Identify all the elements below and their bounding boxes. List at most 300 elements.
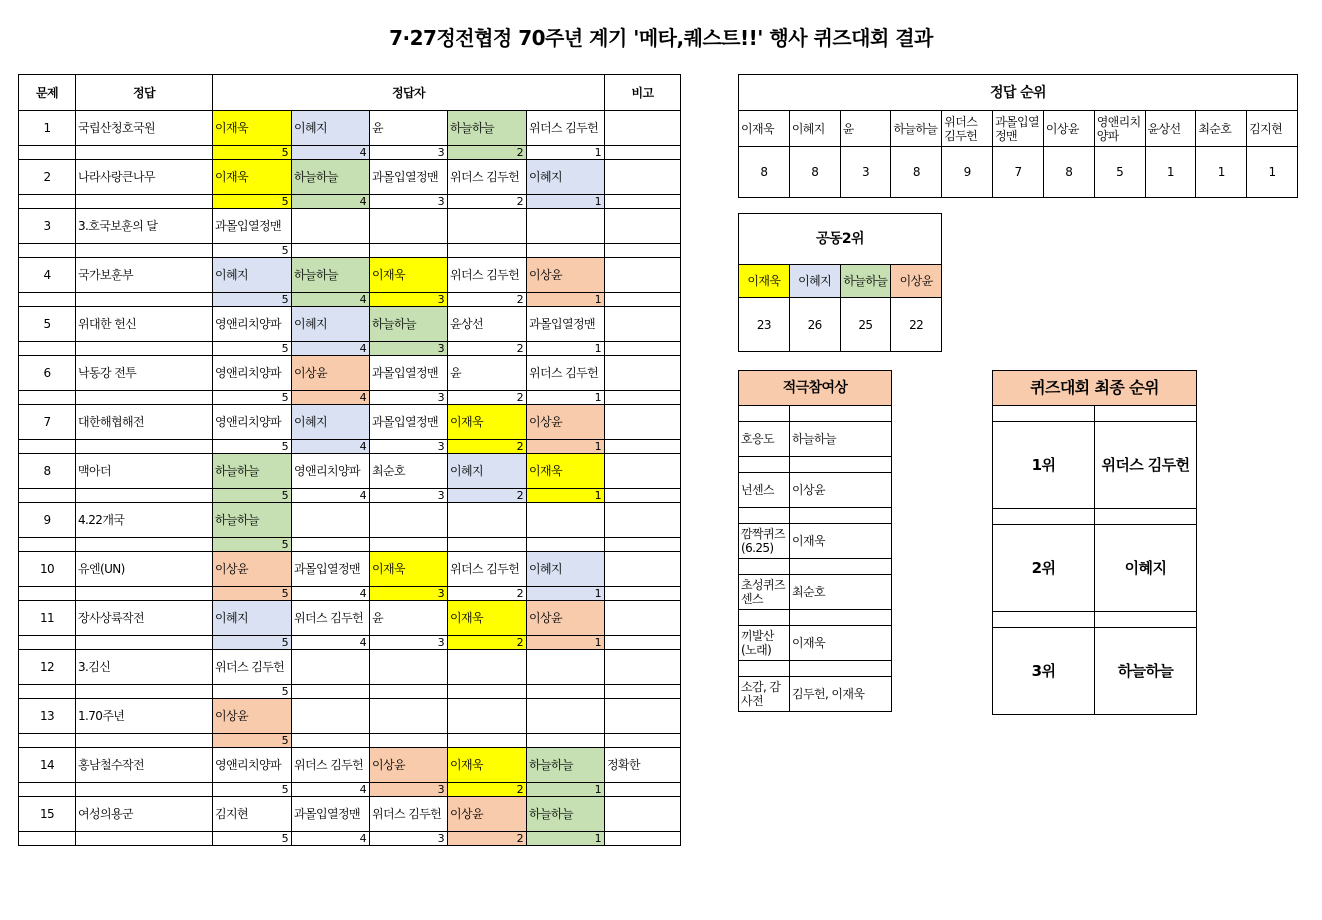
answer-cell: 여성의용군 <box>76 797 213 832</box>
award-row <box>739 473 892 508</box>
score-spacer <box>76 146 213 160</box>
solver-name: 이상윤 <box>527 405 605 440</box>
note-cell <box>605 601 681 636</box>
award-row <box>739 422 892 457</box>
header-solvers: 정답자 <box>213 75 605 111</box>
joint-value: 26 <box>789 298 840 352</box>
solver-name <box>527 209 605 244</box>
ranking-value: 8 <box>891 147 942 198</box>
header-note: 비고 <box>605 75 681 111</box>
answer-cell: 낙동강 전투 <box>76 356 213 391</box>
spacer-cell <box>993 406 1095 422</box>
score-spacer <box>76 342 213 356</box>
solver-score: 5 <box>213 832 292 846</box>
solver-name: 하늘하늘 <box>292 258 370 293</box>
joint-name: 하늘하늘 <box>840 265 891 298</box>
solver-score: 1 <box>527 832 605 846</box>
solver-name: 과몰입열정맨 <box>370 405 448 440</box>
score-spacer <box>76 636 213 650</box>
score-row <box>19 195 681 209</box>
score-spacer <box>19 244 76 258</box>
joint-second-table <box>738 213 942 352</box>
score-spacer <box>19 783 76 797</box>
spacer-cell <box>790 610 892 626</box>
solver-name: 이혜지 <box>527 160 605 195</box>
ranking-value: 1 <box>1247 147 1298 198</box>
score-row <box>19 783 681 797</box>
question-row <box>19 405 681 440</box>
score-spacer <box>605 342 681 356</box>
solver-score: 1 <box>527 293 605 307</box>
note-cell <box>605 111 681 146</box>
final-place: 1위 <box>993 422 1095 509</box>
award-row <box>739 677 892 712</box>
final-winner: 이혜지 <box>1095 525 1197 612</box>
answer-cell: 나라사랑큰나무 <box>76 160 213 195</box>
solver-score: 3 <box>370 832 448 846</box>
solver-name: 위더스 김두헌 <box>527 356 605 391</box>
ranking-name: 이상윤 <box>1043 111 1094 147</box>
solver-score: 5 <box>213 783 292 797</box>
solver-score: 3 <box>370 195 448 209</box>
solver-name <box>448 650 527 685</box>
solver-score: 3 <box>370 783 448 797</box>
solver-name <box>292 503 370 538</box>
score-spacer <box>605 244 681 258</box>
solver-score: 1 <box>527 195 605 209</box>
solver-score <box>448 244 527 258</box>
score-row <box>19 391 681 405</box>
award-category: 깜짝퀴즈(6.25) <box>739 524 790 559</box>
spacer-cell <box>790 508 892 524</box>
spacer-cell <box>1095 612 1197 628</box>
score-spacer <box>76 440 213 454</box>
ranking-value: 8 <box>789 147 840 198</box>
solver-score: 1 <box>527 783 605 797</box>
solver-name <box>527 650 605 685</box>
score-spacer <box>19 636 76 650</box>
solver-name: 하늘하늘 <box>213 454 292 489</box>
solver-score <box>527 734 605 748</box>
solver-score: 2 <box>448 489 527 503</box>
solver-name: 하늘하늘 <box>527 748 605 783</box>
score-spacer <box>605 587 681 601</box>
header-answer: 정답 <box>76 75 213 111</box>
question-number: 11 <box>19 601 76 636</box>
answer-cell: 장사상륙작전 <box>76 601 213 636</box>
ranking-name: 윤 <box>840 111 891 147</box>
solver-name: 이상윤 <box>213 552 292 587</box>
score-spacer <box>605 440 681 454</box>
solver-score: 2 <box>448 195 527 209</box>
score-spacer <box>605 734 681 748</box>
score-spacer <box>76 538 213 552</box>
solver-name: 이재욱 <box>370 552 448 587</box>
score-row <box>19 489 681 503</box>
solver-name <box>448 503 527 538</box>
score-spacer <box>19 195 76 209</box>
solver-score: 4 <box>292 342 370 356</box>
ranking-name: 김지현 <box>1247 111 1298 147</box>
award-winner: 김두헌, 이재욱 <box>790 677 892 712</box>
award-winner: 하늘하늘 <box>790 422 892 457</box>
question-number: 14 <box>19 748 76 783</box>
solver-score: 1 <box>527 489 605 503</box>
solver-score: 5 <box>213 636 292 650</box>
solver-score: 1 <box>527 342 605 356</box>
ranking-name: 이재욱 <box>739 111 790 147</box>
solver-name: 위더스 김두헌 <box>448 552 527 587</box>
active-participation-title: 적극참여상 <box>739 371 892 406</box>
note-cell <box>605 356 681 391</box>
solver-name: 윤 <box>448 356 527 391</box>
solver-score: 3 <box>370 440 448 454</box>
question-row <box>19 699 681 734</box>
solver-score: 5 <box>213 195 292 209</box>
question-row <box>19 454 681 489</box>
answer-cell: 홍남철수작전 <box>76 748 213 783</box>
solver-score <box>527 244 605 258</box>
ranking-name: 하늘하늘 <box>891 111 942 147</box>
answer-ranking-table <box>738 74 1298 198</box>
solver-name: 과몰입열정맨 <box>292 797 370 832</box>
solver-score: 1 <box>527 636 605 650</box>
score-spacer <box>605 636 681 650</box>
solver-name: 이상윤 <box>527 601 605 636</box>
question-row <box>19 650 681 685</box>
solver-score: 3 <box>370 146 448 160</box>
solver-score: 5 <box>213 587 292 601</box>
question-row <box>19 111 681 146</box>
ranking-name: 최순호 <box>1196 111 1247 147</box>
solver-score: 2 <box>448 342 527 356</box>
solver-score: 5 <box>213 342 292 356</box>
solver-score: 4 <box>292 440 370 454</box>
solver-score <box>527 538 605 552</box>
note-cell <box>605 405 681 440</box>
solver-name: 영앤리치양파 <box>213 356 292 391</box>
note-cell <box>605 552 681 587</box>
solver-score <box>448 734 527 748</box>
solver-score: 3 <box>370 587 448 601</box>
ranking-value: 9 <box>942 147 993 198</box>
ranking-value: 7 <box>993 147 1044 198</box>
final-winner: 위더스 김두헌 <box>1095 422 1197 509</box>
award-category: 소감, 감사전 <box>739 677 790 712</box>
score-spacer <box>76 489 213 503</box>
award-category: 호응도 <box>739 422 790 457</box>
question-number: 13 <box>19 699 76 734</box>
final-place: 2위 <box>993 525 1095 612</box>
score-spacer <box>76 832 213 846</box>
solver-name: 과몰입열정맨 <box>370 356 448 391</box>
note-cell <box>605 454 681 489</box>
solver-name: 윤 <box>370 111 448 146</box>
score-spacer <box>76 195 213 209</box>
spacer-cell <box>739 559 790 575</box>
spacer-cell <box>790 457 892 473</box>
note-cell: 정확한 <box>605 748 681 783</box>
answer-cell: 유엔(UN) <box>76 552 213 587</box>
question-row <box>19 307 681 342</box>
solver-score: 4 <box>292 489 370 503</box>
solver-name: 하늘하늘 <box>213 503 292 538</box>
note-cell <box>605 699 681 734</box>
spacer-cell <box>739 508 790 524</box>
answer-cell: 맥아더 <box>76 454 213 489</box>
solver-score: 5 <box>213 244 292 258</box>
solver-score <box>527 685 605 699</box>
score-row <box>19 146 681 160</box>
solver-score: 1 <box>527 146 605 160</box>
note-cell <box>605 650 681 685</box>
joint-second-title: 공동2위 <box>739 214 942 265</box>
solver-name: 위더스 김두헌 <box>448 258 527 293</box>
score-row <box>19 342 681 356</box>
solver-name: 위더스 김두헌 <box>292 601 370 636</box>
question-row <box>19 797 681 832</box>
question-number: 6 <box>19 356 76 391</box>
solver-score: 3 <box>370 636 448 650</box>
solver-name <box>292 699 370 734</box>
final-winner: 하늘하늘 <box>1095 628 1197 715</box>
solver-score: 5 <box>213 685 292 699</box>
question-row <box>19 209 681 244</box>
question-number: 2 <box>19 160 76 195</box>
solver-score: 5 <box>213 293 292 307</box>
solver-score <box>292 685 370 699</box>
score-spacer <box>605 538 681 552</box>
score-spacer <box>19 538 76 552</box>
solver-score: 2 <box>448 293 527 307</box>
solver-score: 4 <box>292 587 370 601</box>
award-winner: 이재욱 <box>790 524 892 559</box>
solver-name: 위더스 김두헌 <box>527 111 605 146</box>
solver-score <box>448 538 527 552</box>
joint-name: 이혜지 <box>789 265 840 298</box>
question-row <box>19 552 681 587</box>
solver-score: 1 <box>527 587 605 601</box>
solver-name: 하늘하늘 <box>448 111 527 146</box>
spacer-cell <box>790 661 892 677</box>
spacer-cell <box>1095 406 1197 422</box>
score-spacer <box>19 734 76 748</box>
note-cell <box>605 160 681 195</box>
award-category: 끼발산(노래) <box>739 626 790 661</box>
final-place: 3위 <box>993 628 1095 715</box>
solver-name: 위더스 김두헌 <box>370 797 448 832</box>
score-spacer <box>19 685 76 699</box>
solver-name: 이재욱 <box>448 405 527 440</box>
score-spacer <box>605 146 681 160</box>
solver-name <box>527 699 605 734</box>
score-spacer <box>605 391 681 405</box>
score-spacer <box>19 146 76 160</box>
solver-name: 영앤리치양파 <box>292 454 370 489</box>
score-spacer <box>76 685 213 699</box>
score-spacer <box>19 391 76 405</box>
ranking-name: 과몰입열정맨 <box>993 111 1044 147</box>
question-row <box>19 601 681 636</box>
answer-cell: 국립산청호국원 <box>76 111 213 146</box>
score-row <box>19 832 681 846</box>
score-spacer <box>19 440 76 454</box>
answer-cell: 위대한 헌신 <box>76 307 213 342</box>
question-number: 12 <box>19 650 76 685</box>
answer-cell: 1.70주년 <box>76 699 213 734</box>
final-ranking-title: 퀴즈대회 최종 순위 <box>993 371 1197 406</box>
ranking-name: 위더스 김두헌 <box>942 111 993 147</box>
spacer-cell <box>790 406 892 422</box>
solver-score: 2 <box>448 440 527 454</box>
ranking-value: 5 <box>1094 147 1145 198</box>
solver-name <box>527 503 605 538</box>
note-cell <box>605 258 681 293</box>
solver-name: 이혜지 <box>448 454 527 489</box>
spacer-cell <box>739 610 790 626</box>
score-row <box>19 685 681 699</box>
answer-cell: 3.김신 <box>76 650 213 685</box>
score-spacer <box>19 587 76 601</box>
solver-name: 이혜지 <box>527 552 605 587</box>
score-spacer <box>605 293 681 307</box>
quiz-results-table <box>18 74 681 846</box>
joint-name: 이재욱 <box>739 265 790 298</box>
solver-name: 이혜지 <box>292 405 370 440</box>
award-row <box>739 575 892 610</box>
spacer-cell <box>1095 509 1197 525</box>
ranking-name: 영앤리치양파 <box>1094 111 1145 147</box>
note-cell <box>605 307 681 342</box>
solver-name: 하늘하늘 <box>370 307 448 342</box>
solver-name: 최순호 <box>370 454 448 489</box>
answer-cell: 국가보훈부 <box>76 258 213 293</box>
question-number: 10 <box>19 552 76 587</box>
solver-score: 4 <box>292 293 370 307</box>
question-number: 4 <box>19 258 76 293</box>
solver-score: 5 <box>213 538 292 552</box>
score-spacer <box>76 391 213 405</box>
solver-name: 이상윤 <box>292 356 370 391</box>
award-category: 넌센스 <box>739 473 790 508</box>
solver-score: 5 <box>213 489 292 503</box>
note-cell <box>605 503 681 538</box>
joint-value: 22 <box>891 298 942 352</box>
solver-name <box>448 699 527 734</box>
solver-name: 김지현 <box>213 797 292 832</box>
note-cell <box>605 797 681 832</box>
score-row <box>19 587 681 601</box>
question-number: 9 <box>19 503 76 538</box>
solver-score: 1 <box>527 440 605 454</box>
ranking-value: 8 <box>739 147 790 198</box>
spacer-cell <box>739 661 790 677</box>
solver-name: 이재욱 <box>213 160 292 195</box>
score-row <box>19 293 681 307</box>
solver-name: 영앤리치양파 <box>213 405 292 440</box>
score-spacer <box>605 832 681 846</box>
joint-value: 25 <box>840 298 891 352</box>
solver-score: 2 <box>448 636 527 650</box>
solver-score: 2 <box>448 783 527 797</box>
solver-score: 4 <box>292 391 370 405</box>
solver-name: 이혜지 <box>213 601 292 636</box>
solver-name: 영앤리치양파 <box>213 748 292 783</box>
solver-name: 과몰입열정맨 <box>527 307 605 342</box>
score-row <box>19 636 681 650</box>
score-row <box>19 538 681 552</box>
score-spacer <box>19 293 76 307</box>
solver-score <box>292 244 370 258</box>
solver-name: 이상윤 <box>448 797 527 832</box>
award-winner: 최순호 <box>790 575 892 610</box>
solver-score <box>292 734 370 748</box>
solver-name: 과몰입열정맨 <box>370 160 448 195</box>
final-ranking-table <box>992 370 1197 715</box>
spacer-cell <box>993 612 1095 628</box>
solver-score: 3 <box>370 342 448 356</box>
ranking-value: 1 <box>1196 147 1247 198</box>
solver-name: 이상윤 <box>527 258 605 293</box>
question-row <box>19 160 681 195</box>
solver-name: 이재욱 <box>370 258 448 293</box>
solver-name <box>370 503 448 538</box>
solver-name <box>370 699 448 734</box>
solver-score <box>370 538 448 552</box>
ranking-value: 8 <box>1043 147 1094 198</box>
spacer-cell <box>739 406 790 422</box>
final-place-row <box>993 628 1197 715</box>
active-participation-table <box>738 370 892 712</box>
question-number: 7 <box>19 405 76 440</box>
solver-score: 1 <box>527 391 605 405</box>
award-winner: 이상윤 <box>790 473 892 508</box>
spacer-cell <box>993 509 1095 525</box>
solver-name: 이상윤 <box>213 699 292 734</box>
solver-score <box>370 685 448 699</box>
solver-name <box>292 650 370 685</box>
question-row <box>19 503 681 538</box>
award-row <box>739 524 892 559</box>
solver-score <box>370 244 448 258</box>
answer-ranking-title: 정답 순위 <box>739 75 1298 111</box>
solver-name: 위더스 김두헌 <box>213 650 292 685</box>
solver-name: 이혜지 <box>213 258 292 293</box>
answer-cell: 3.호국보훈의 달 <box>76 209 213 244</box>
answer-cell: 대한해협해전 <box>76 405 213 440</box>
solver-name <box>370 209 448 244</box>
score-spacer <box>76 734 213 748</box>
solver-name <box>370 650 448 685</box>
solver-name: 이혜지 <box>292 111 370 146</box>
solver-name: 윤 <box>370 601 448 636</box>
solver-score: 3 <box>370 293 448 307</box>
award-winner: 이재욱 <box>790 626 892 661</box>
score-spacer <box>19 489 76 503</box>
solver-name: 영앤리치양파 <box>213 307 292 342</box>
solver-name: 이재욱 <box>527 454 605 489</box>
score-spacer <box>76 587 213 601</box>
question-number: 3 <box>19 209 76 244</box>
final-place-row <box>993 422 1197 509</box>
solver-name: 하늘하늘 <box>292 160 370 195</box>
answer-cell: 4.22개국 <box>76 503 213 538</box>
solver-score: 4 <box>292 146 370 160</box>
header-question-number: 문제 <box>19 75 76 111</box>
score-spacer <box>19 342 76 356</box>
solver-name: 이재욱 <box>448 748 527 783</box>
solver-score: 4 <box>292 832 370 846</box>
